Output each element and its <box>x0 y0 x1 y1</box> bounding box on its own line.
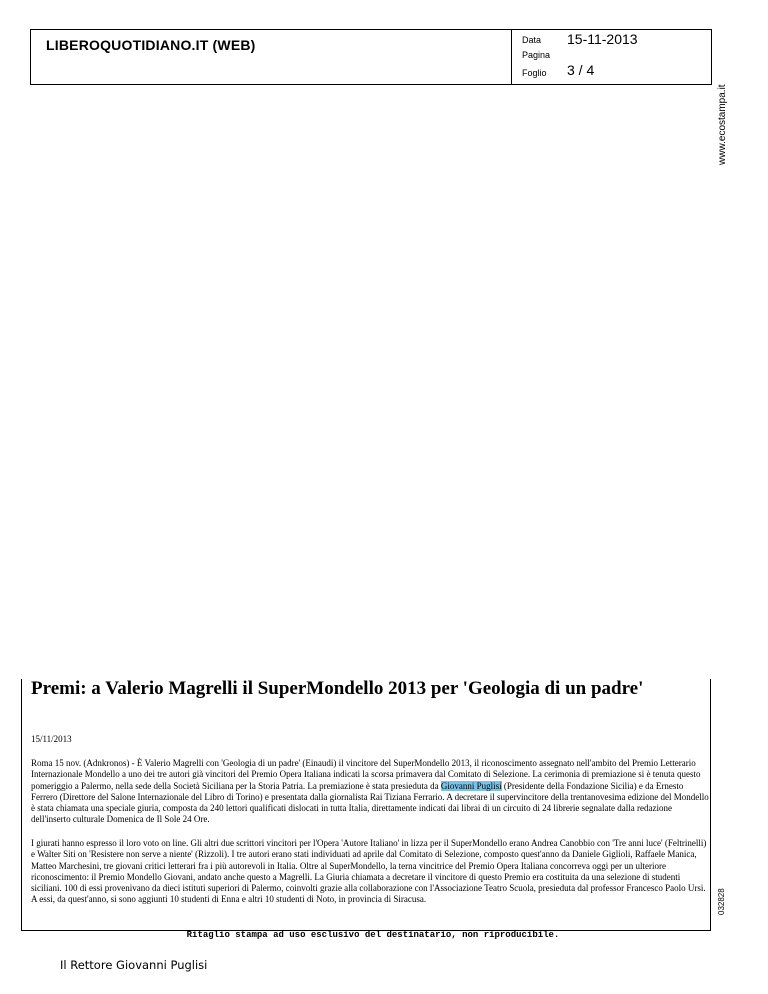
foglio-value: 3 / 4 <box>567 62 595 78</box>
article-title: Premi: a Valerio Magrelli il SuperMondello 2013 per 'Geologia di un padre' <box>31 678 644 699</box>
image-caption: Il Rettore Giovanni Puglisi <box>60 958 208 972</box>
paragraph-1-end: (Presidente della Fondazione Sicilia) e da Ernesto Ferrero (Direttore del Salone Internazionale del Libro di Torino) e presentata dalla giornalista Rai Tiziana Ferrario. A decretare il supervincitore della trentanovesima edizione del Mondello è stata chiamata una speciale giuria, composta da 240 lettori qualificati dislocati in tutta Italia, direttamente indicati dai librai di un circuito di 24 librerie segnalate dalla redazione dell'inserto culturale Domenica de Il Sole 24 Ore. <box>31 780 709 825</box>
data-label: Data <box>522 35 542 45</box>
source-title: LIBEROQUOTIDIANO.IT (WEB) <box>46 37 256 53</box>
article-paragraph-2: I giurati hanno espresso il loro voto on line. Gli altri due scrittori vincitori per l'Opera 'Autore Italiano' in lizza per il SuperMondello erano Andrea Canobbio con 'Tre anni luce' (Feltrinelli) e Walter Siti on 'Resistere non serve a niente' (Rizzoli). I tre autori erano stati individuati ad aprile dal Comitato di Selezione, composto quest'anno da Daniele Giglioli, Raffaele Manica, Matteo Marchesini, tre giovani critici letterari fra i più autorevoli in Italia. Oltre al SuperMondello, la terna vincitrice del Premio Opera Italiana concorreva oggi per un ulteriore riconoscimento: il Premio Mondello Giovani, andato anche questo a Magrelli. La Giuria chiamata a decretare il vincitore di questo Premio era costituita da una selezione di studenti siciliani. 100 di essi provenivano da dieci istituti superiori di Palermo, coinvolti grazie alla collaborazione con l'Associazione Teatro Scuola, presieduta dal professor Francesco Paolo Ursi. A essi, da quest'anno, si sono aggiunti 10 studenti di Enna e altri 10 studenti di Noto, in provincia di Siracusa. <box>31 838 707 905</box>
reproduction-notice: Ritaglio stampa ad uso esclusivo del destinatario, non riproducibile. <box>186 930 560 940</box>
foglio-label: Foglio <box>522 68 547 78</box>
pagina-label: Pagina <box>522 50 551 60</box>
header-divider <box>511 29 512 85</box>
vertical-site-label: www.ecostampa.it <box>717 84 728 165</box>
article-paragraph-1 <box>31 758 711 826</box>
vertical-code-label: 032828 <box>717 888 726 915</box>
highlighted-name: Giovanni Puglisi <box>440 780 502 791</box>
paragraph-1-start: Roma 15 nov. (Adnkronos) - È Valerio Magrelli con 'Geologia di un padre' (Einaudi) il vincitore del SuperMondello 2013, il riconoscimento assegnato nell'ambito del Premio Letterario Internazionale Mondello a uno dei tre autori già vincitori del Premio Opera Italiana indicati la scorsa primavera dal Comitato di Selezione. La cerimonia di premiazione si è tenuta questo pomeriggio a Palermo, nella sede della Società Siciliana per la Storia Patria. La premiazione è stata presieduta da <box>31 758 701 791</box>
article-date: 15/11/2013 <box>31 734 72 744</box>
data-value: 15-11-2013 <box>567 31 638 47</box>
